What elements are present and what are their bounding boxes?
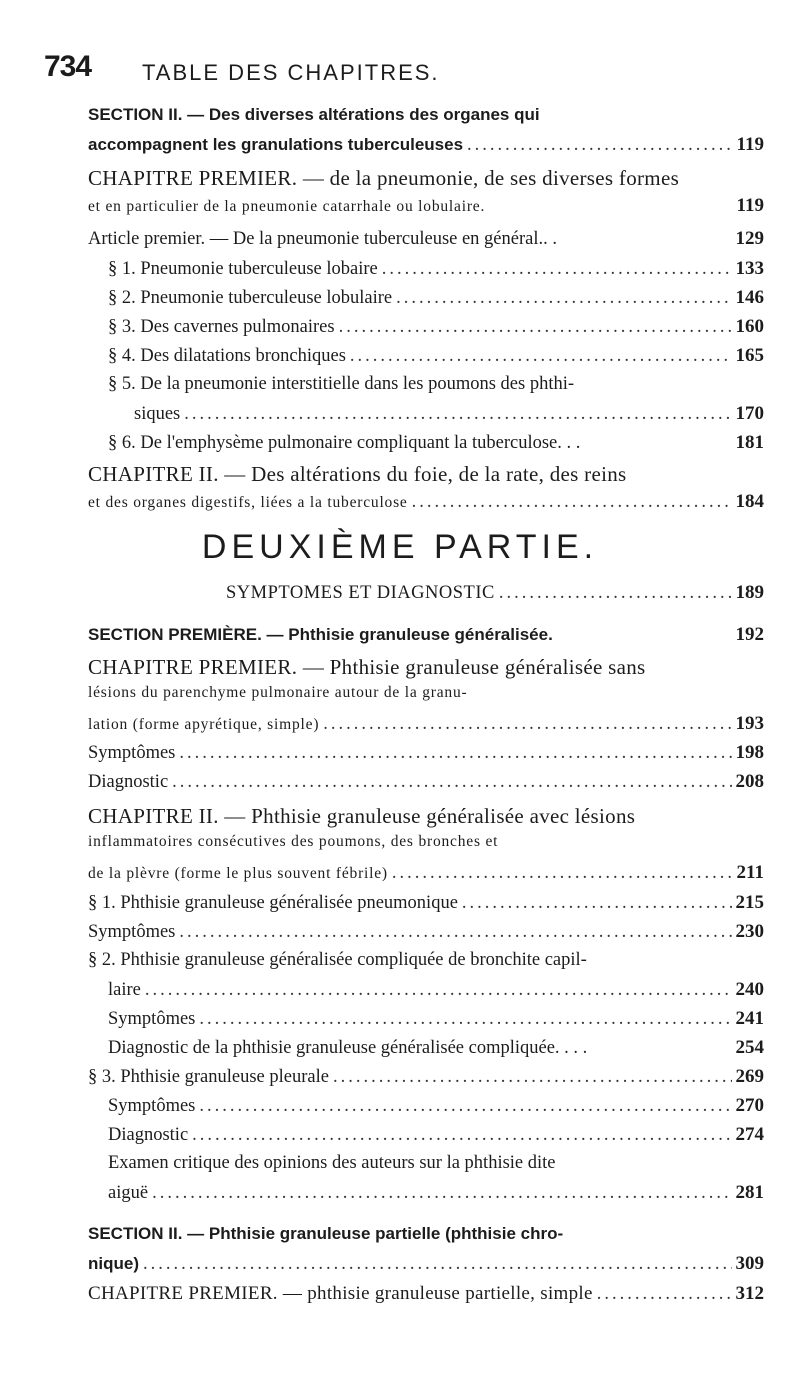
- toc-page-number: 192: [735, 624, 764, 645]
- toc-page-number: 274: [735, 1124, 764, 1145]
- leader-dots: [152, 1183, 731, 1204]
- leader-dots: [179, 922, 731, 943]
- toc-page-number: 160: [735, 316, 764, 337]
- toc-page-number: 240: [735, 979, 764, 1000]
- part-title: DEUXIÈME PARTIE.: [201, 528, 599, 566]
- toc-entry-text: Symptômes: [88, 922, 176, 942]
- toc-entry-examen[interactable]: [108, 1153, 764, 1174]
- toc-entry-text: inflammatoires consécutives des poumons, des bronches et: [88, 833, 499, 850]
- toc-entry-text: Article premier. — De la pneumonie tuberculeuse en général.. .: [88, 229, 557, 249]
- toc-entry-article-1[interactable]: [88, 228, 764, 250]
- toc-entry-diagnostic-2[interactable]: [108, 1037, 764, 1059]
- toc-entry-q2[interactable]: [88, 950, 764, 971]
- toc-entry-symptomes-3[interactable]: [108, 1008, 764, 1030]
- leader-dots: [145, 980, 732, 1001]
- toc-entry-chapitre-2[interactable]: [88, 804, 764, 829]
- leader-dots: [396, 288, 731, 309]
- toc-entry-text: laire: [108, 980, 141, 1000]
- toc-page-number: 133: [735, 258, 764, 279]
- toc-entry-diagnostic-3[interactable]: [108, 1124, 764, 1146]
- toc-entry-text: Diagnostic: [108, 1125, 189, 1145]
- toc-entry-section-2-cont[interactable]: [88, 134, 764, 156]
- leader-dots: [382, 259, 732, 280]
- toc-entry-section-2b[interactable]: [88, 1224, 764, 1244]
- toc-page-number: 193: [735, 713, 764, 734]
- toc-entry-text: § 1. Pneumonie tuberculeuse lobaire: [108, 259, 378, 279]
- toc-page-number: 208: [735, 771, 764, 792]
- toc-page-number: 270: [735, 1095, 764, 1116]
- toc-entry-text: Diagnostic: [88, 772, 169, 792]
- toc-entry-text: § 3. Des cavernes pulmonaires: [108, 317, 335, 337]
- toc-page-number: 184: [735, 491, 764, 512]
- toc-entry-text: SECTION PREMIÈRE. — Phthisie granuleuse généralisée.: [88, 625, 553, 644]
- leader-dots: [323, 714, 731, 735]
- toc-entry-text: CHAPITRE II. — Des altérations du foie, de la rate, des reins: [88, 462, 627, 486]
- toc-entry-text: de la plèvre (forme le plus souvent fébrile): [88, 865, 388, 882]
- toc-entry-text: SECTION II. — Des diverses altérations des organes qui: [88, 105, 540, 124]
- toc-entry-chapitre-premier-cont-2[interactable]: [88, 713, 764, 735]
- leader-dots: [179, 743, 731, 764]
- leader-dots: [192, 1125, 731, 1146]
- toc-page-number: 241: [735, 1008, 764, 1029]
- toc-entry-chapitre-2-cont-1[interactable]: [88, 833, 764, 851]
- toc-page-number: 230: [735, 921, 764, 942]
- toc-entry-text: § 2. Pneumonie tuberculeuse lobulaire: [108, 288, 393, 308]
- toc-entry-text: Examen critique des opinions des auteurs sur la phthisie dite: [108, 1153, 556, 1173]
- toc-entry-text: CHAPITRE PREMIER. — de la pneumonie, de ses diverses formes: [88, 166, 680, 190]
- toc-entry-paragraph-2[interactable]: [108, 287, 764, 309]
- toc-entry-paragraph-6[interactable]: [108, 432, 764, 454]
- leader-dots: [462, 893, 732, 914]
- toc-entry-text: accompagnent les granulations tuberculeuses: [88, 135, 464, 154]
- toc-entry-text: SECTION II. — Phthisie granuleuse partielle (phthisie chro-: [88, 1224, 564, 1243]
- running-title: TABLE DES CHAPITRES.: [142, 60, 440, 85]
- leader-dots: [412, 492, 732, 513]
- toc-entry-text: SYMPTOMES ET DIAGNOSTIC: [226, 583, 495, 603]
- toc-page-number: 129: [735, 228, 764, 249]
- leader-dots: [199, 1096, 731, 1117]
- toc-entry-examen-cont[interactable]: [108, 1182, 764, 1204]
- toc-entry-q3[interactable]: [88, 1066, 764, 1088]
- toc-entry-text: siques: [134, 404, 181, 424]
- toc-entry-diagnostic-1[interactable]: [88, 771, 764, 793]
- toc-page-number: 211: [736, 862, 764, 883]
- leader-dots: [499, 583, 732, 604]
- toc-entry-text: lésions du parenchyme pulmonaire autour de la granu-: [88, 684, 468, 701]
- toc-entry-text: Symptômes: [108, 1096, 196, 1116]
- toc-page-number: 309: [735, 1253, 764, 1274]
- leader-dots: [199, 1009, 731, 1030]
- toc-page-number: 165: [735, 345, 764, 366]
- toc-entry-paragraph-5[interactable]: [108, 374, 764, 395]
- leader-dots: [184, 404, 731, 425]
- toc-entry-section-1[interactable]: [88, 624, 764, 646]
- toc-entry-text: § 3. Phthisie granuleuse pleurale: [88, 1067, 329, 1087]
- toc-page-number: 254: [735, 1037, 764, 1058]
- toc-entry-chapter-1-cont[interactable]: [88, 195, 764, 217]
- leader-dots: [172, 772, 731, 793]
- toc-entry-text: CHAPITRE PREMIER. — phthisie granuleuse partielle, simple: [88, 1283, 593, 1304]
- toc-page-number: 281: [735, 1182, 764, 1203]
- toc-entry-chapter-1[interactable]: [88, 166, 764, 191]
- leader-dots: [350, 346, 732, 367]
- toc-entry-text: aiguë: [108, 1183, 149, 1203]
- page-number: 734: [44, 50, 92, 83]
- toc-entry-symptomes-4[interactable]: [108, 1095, 764, 1117]
- toc-entry-chapitre-premier[interactable]: [88, 655, 764, 680]
- toc-page-number: 181: [735, 432, 764, 453]
- toc-page-number: 170: [735, 403, 764, 424]
- toc-entry-paragraph-5-cont[interactable]: [134, 403, 764, 425]
- toc-entry-section-2b-cont[interactable]: [88, 1253, 764, 1275]
- toc-page-number: 198: [735, 742, 764, 763]
- toc-entry-paragraph-4[interactable]: [108, 345, 764, 367]
- toc-entry-text: Symptômes: [88, 743, 176, 763]
- toc-entry-text: Symptômes: [108, 1009, 196, 1029]
- toc-entry-text: nique): [88, 1254, 139, 1273]
- leader-dots: [467, 135, 733, 156]
- leader-dots: [143, 1254, 732, 1275]
- toc-page-number: 215: [735, 892, 764, 913]
- toc-entry-q2-cont[interactable]: [108, 979, 764, 1001]
- toc-entry-chapter-2[interactable]: [88, 462, 764, 487]
- toc-entry-text: § 5. De la pneumonie interstitielle dans les poumons des phthi-: [108, 374, 575, 394]
- toc-page-number: 119: [736, 134, 764, 155]
- toc-entry-symptomes-diagnostic[interactable]: [226, 582, 764, 604]
- toc-entry-symptomes-1[interactable]: [88, 742, 764, 764]
- leader-dots: [392, 863, 733, 884]
- toc-entry-text: CHAPITRE PREMIER. — Phthisie granuleuse généralisée sans: [88, 655, 646, 679]
- toc-entry-text: lation (forme apyrétique, simple): [88, 716, 320, 733]
- toc-entry-paragraph-3[interactable]: [108, 316, 764, 338]
- toc-entry-q1[interactable]: [88, 892, 764, 914]
- toc-entry-text: § 2. Phthisie granuleuse généralisée compliquée de bronchite capil-: [88, 950, 587, 970]
- toc-entry-section-2[interactable]: [88, 105, 764, 125]
- toc-entry-text: § 4. Des dilatations bronchiques: [108, 346, 346, 366]
- leader-dots: [597, 1284, 732, 1305]
- toc-page-number: 119: [736, 195, 764, 216]
- toc-entry-final-chapter[interactable]: [88, 1283, 764, 1305]
- toc-entry-chapter-2-cont[interactable]: [88, 491, 764, 513]
- toc-page-number: 312: [735, 1283, 764, 1304]
- toc-page-number: 269: [735, 1066, 764, 1087]
- toc-page-number: 189: [735, 582, 764, 603]
- toc-entry-text: § 1. Phthisie granuleuse généralisée pneumonique: [88, 893, 458, 913]
- toc-entry-paragraph-1[interactable]: [108, 258, 764, 280]
- toc-entry-text: CHAPITRE II. — Phthisie granuleuse généralisée avec lésions: [88, 804, 636, 828]
- toc-entry-text: Diagnostic de la phthisie granuleuse généralisée compliquée. . . .: [108, 1038, 588, 1058]
- toc-entry-text: § 6. De l'emphysème pulmonaire compliquant la tuberculose. . .: [108, 433, 581, 453]
- leader-dots: [333, 1067, 732, 1088]
- toc-entry-chapitre-2-cont-2[interactable]: [88, 862, 764, 884]
- leader-dots: [339, 317, 732, 338]
- toc-entry-chapitre-premier-cont-1[interactable]: [88, 684, 764, 702]
- running-head: [44, 50, 756, 90]
- toc-entry-symptomes-2[interactable]: [88, 921, 764, 943]
- toc-entry-text: et des organes digestifs, liées a la tuberculose: [88, 494, 408, 511]
- toc-entry-text: et en particulier de la pneumonie catarrhale ou lobulaire.: [88, 198, 486, 215]
- toc-page-number: 146: [735, 287, 764, 308]
